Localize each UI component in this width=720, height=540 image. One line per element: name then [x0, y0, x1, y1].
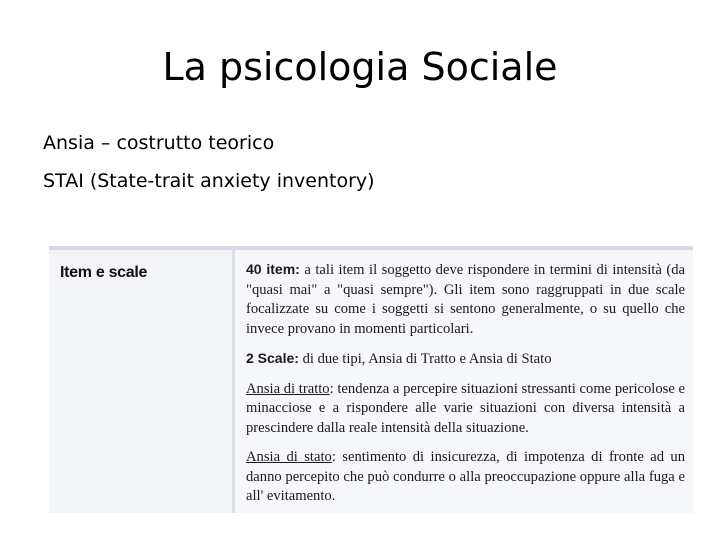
scales-lead: 2 Scale: [246, 350, 299, 366]
table-left-column [49, 250, 235, 513]
items-lead: 40 item: [246, 261, 300, 277]
stai-table-image [49, 246, 693, 513]
scales-text: di due tipi, Ansia di Tratto e Ansia di Stato [298, 351, 552, 367]
state-anxiety-text: : sentimento di insicurezza, di impotenza di fronte ad un danno percepito che può condurre o alla preoccupazione oppure alla fuga e all' evitamento. [246, 449, 686, 504]
paragraph-40-items [246, 260, 685, 339]
paragraph-trait-anxiety [246, 380, 685, 439]
paragraph-state-anxiety [246, 448, 685, 507]
subtitle-stai: STAI (State-trait anxiety inventory) [43, 170, 375, 192]
trait-anxiety-text: : tendenza a percepire situazioni stressanti come pericolose e minacciose e a rispondere alle varie situazioni con diversa intensità a prescindere dalla reale intensità della situazione. [246, 380, 685, 436]
state-anxiety-term: Ansia di stato [246, 449, 332, 465]
table-description [246, 260, 685, 517]
table-right-column [235, 250, 693, 513]
slide-title: La psicologia Sociale [162, 45, 558, 89]
trait-anxiety-term: Ansia di tratto [246, 380, 330, 397]
paragraph-2-scales [246, 349, 685, 370]
items-text: a tali item il soggetto deve rispondere in termini di intensità (da "quasi mai" a "quasi sempre"). Gli item sono raggruppati in due scale focalizzate su come i soggetti si sentono generalmente, o su quello che invece provano in momenti particolari. [246, 262, 685, 337]
items-and-scales-label: Item e scale [60, 264, 148, 281]
subtitle-anxiety-construct: Ansia – costrutto teorico [43, 132, 275, 154]
